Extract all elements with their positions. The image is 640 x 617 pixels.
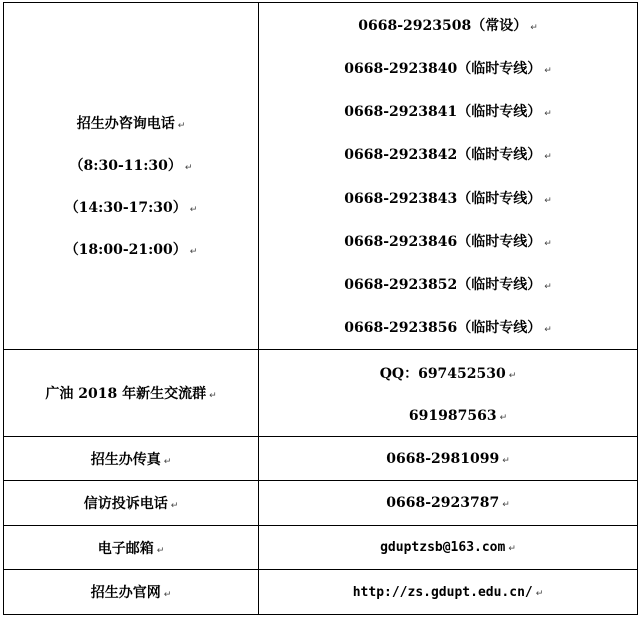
paragraph-mark-icon [178,121,186,131]
paragraph-mark-icon [502,456,510,466]
phone-line: 0668-2923841（临时专线） [344,104,542,121]
consult-hours-evening: （18:00-21:00） [64,242,187,258]
paragraph-mark-icon [190,205,198,215]
paragraph-mark-icon [157,546,165,556]
paragraph-mark-icon [544,66,552,76]
table-row [4,526,638,570]
consult-label: 招生办咨询电话 [76,116,175,132]
consult-phones-cell [259,3,638,350]
table-row [4,570,638,615]
group-label: 广油 2018 年新生交流群 [45,386,207,402]
paragraph-mark-icon [164,457,172,467]
group-label-cell [4,350,259,437]
table-row [4,481,638,526]
email-address-link[interactable]: gduptzsb@163.com [380,540,506,555]
paragraph-mark-icon [544,152,552,162]
fax-label: 招生办传真 [90,451,161,468]
paragraph-mark-icon [190,247,198,257]
group-qq-cell [259,350,638,437]
fax-value-cell [259,437,638,481]
paragraph-mark-icon [164,590,172,600]
email-label-cell [4,526,259,570]
paragraph-mark-icon [209,391,217,401]
qq-number-2: 691987563 [408,407,497,424]
fax-label-cell [4,437,259,481]
table-row [4,350,638,437]
paragraph-mark-icon [536,589,544,599]
paragraph-mark-icon [185,163,193,173]
contact-table [3,2,638,615]
website-url-link[interactable]: http://zs.gdupt.edu.cn/ [352,584,533,600]
paragraph-mark-icon [502,500,510,510]
paragraph-mark-icon [544,282,552,292]
paragraph-mark-icon [544,196,552,206]
paragraph-mark-icon [500,413,508,423]
email-value-cell[interactable] [259,526,638,570]
website-label: 招生办官网 [90,585,161,601]
table-row [4,3,638,350]
phone-line: 0668-2923840（临时专线） [344,60,542,77]
consult-hours-afternoon: （14:30-17:30） [64,200,187,216]
fax-number: 0668-2981099 [386,450,500,467]
phone-line: 0668-2923842（临时专线） [344,147,542,164]
complaint-label-cell [4,481,259,526]
paragraph-mark-icon [544,325,552,335]
paragraph-mark-icon [509,371,517,381]
paragraph-mark-icon [544,109,552,119]
phone-line: 0668-2923852（临时专线） [344,277,542,294]
complaint-number: 0668-2923787 [386,495,500,511]
paragraph-mark-icon [508,544,516,554]
complaint-label: 信访投诉电话 [83,496,168,512]
email-label: 电子邮箱 [97,540,154,557]
phone-line: 0668-2923843（临时专线） [344,190,542,207]
consult-hours-morning: （8:30-11:30） [69,158,182,174]
phone-line: 0668-2923856（临时专线） [344,320,542,337]
website-label-cell [4,570,259,615]
complaint-value-cell [259,481,638,526]
table-row [4,437,638,481]
paragraph-mark-icon [171,501,179,511]
website-value-cell[interactable] [259,570,638,615]
consult-label-cell [4,3,259,350]
phone-line: 0668-2923508（常设） [358,17,528,34]
qq-number: QQ：697452530 [379,365,506,382]
paragraph-mark-icon [530,23,538,33]
paragraph-mark-icon [544,239,552,249]
phone-line: 0668-2923846（临时专线） [344,233,542,250]
